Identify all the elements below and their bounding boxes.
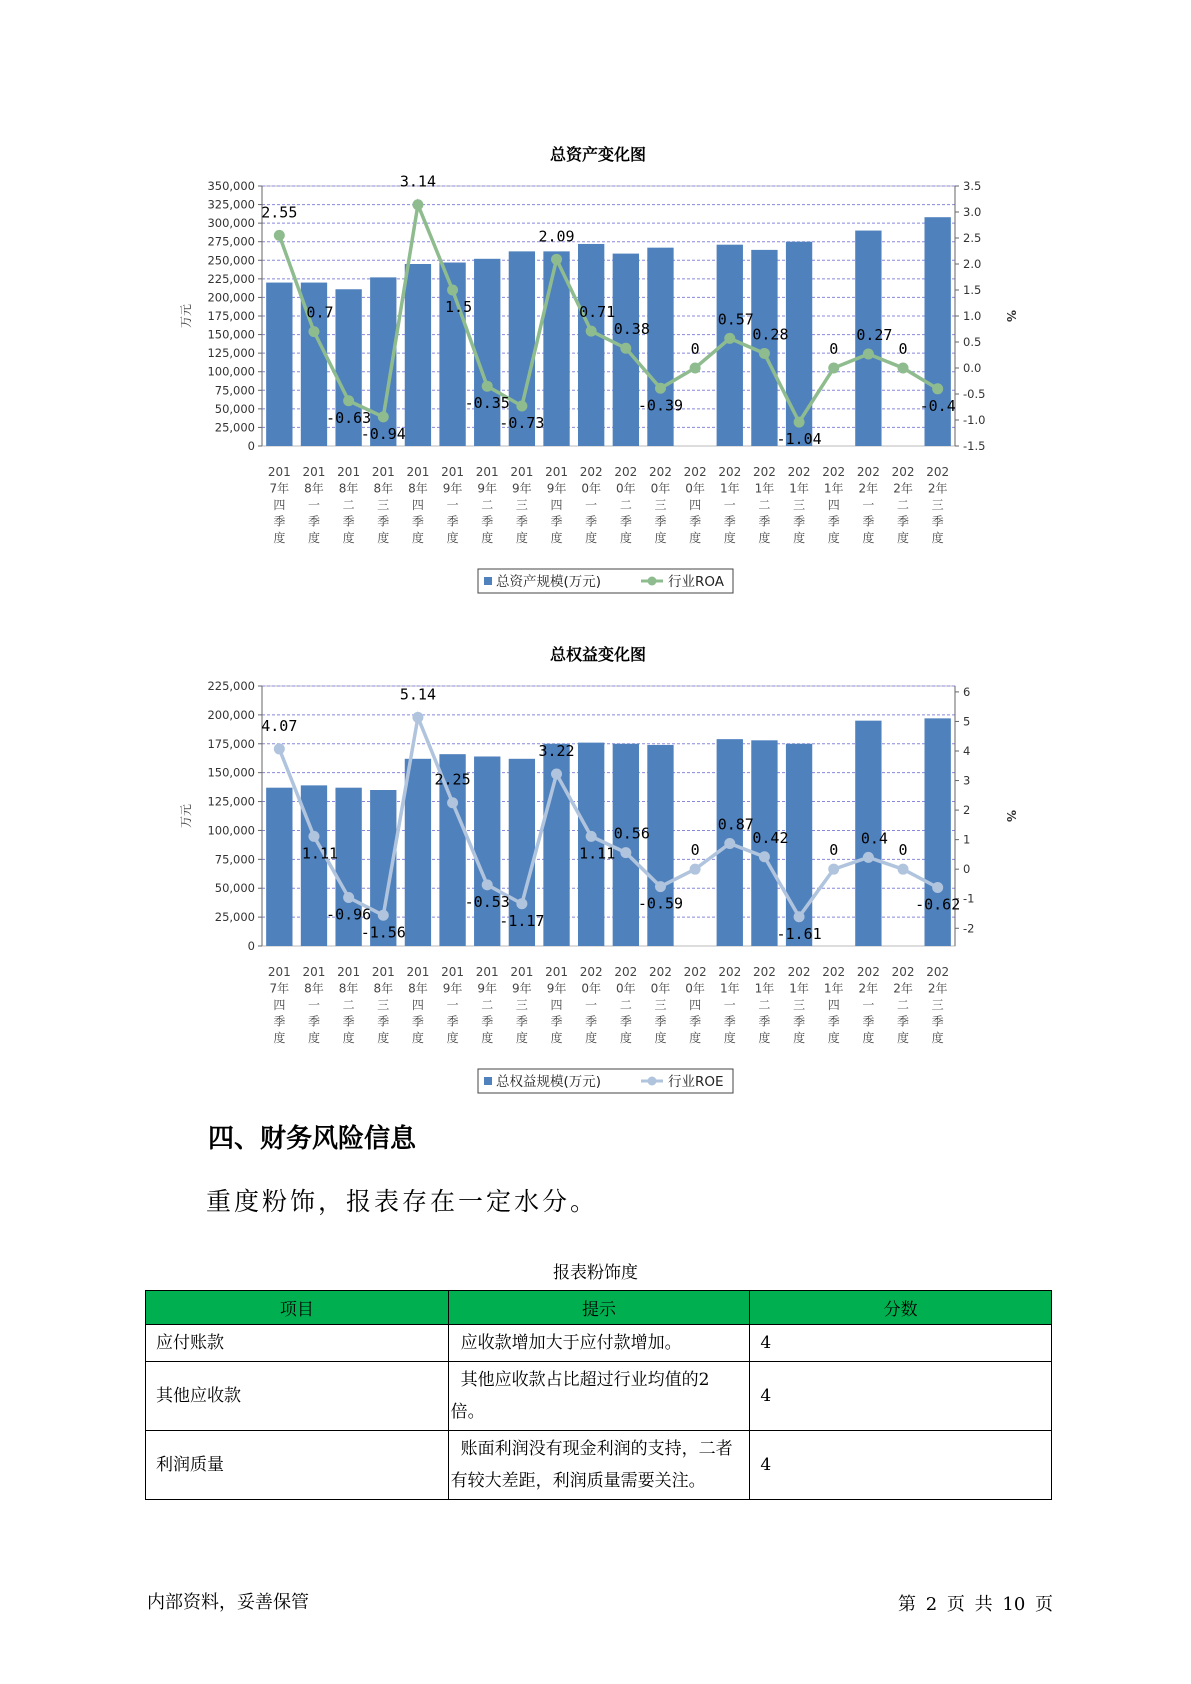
y-tick-label: 200,000 [207,707,255,722]
x-tick-label: 202 0年四季度 [683,965,707,1045]
legend-bar-swatch [484,1077,492,1085]
line-point [274,230,285,241]
bar [786,242,812,446]
total-equity-chart-svg [0,640,1191,1100]
y-tick-label: 150,000 [207,327,255,342]
y2-tick-label: -0.5 [963,387,986,401]
legend-bar-label: 总权益规模(万元) [496,1074,602,1090]
x-tick-label: 201 9年四季度 [545,465,568,545]
y-tick-label: 125,000 [207,794,255,809]
data-label: 0.56 [613,824,650,843]
header-hint: 提示 [448,1291,750,1325]
x-tick-label: 201 7年四季度 [267,465,291,545]
line-point [655,383,666,394]
line-point [412,712,423,723]
line-point [551,769,562,780]
x-tick-label: 201 9年三季度 [510,965,534,1045]
y-tick-label: 50,000 [214,401,255,416]
row-hint: 账面利润没有现金利润的支持，二者有较大差距，利润质量需要关注。 [448,1431,750,1500]
data-label: 1.11 [579,844,616,863]
x-tick-label: 201 8年一季度 [302,465,326,545]
x-tick-label: 202 1年三季度 [787,965,811,1045]
x-tick-label: 201 8年三季度 [371,465,395,545]
data-label: 3.14 [399,172,436,191]
y-tick-label: 150,000 [207,765,255,780]
x-tick-label: 202 1年四季度 [822,965,846,1045]
line-point [378,411,389,422]
data-label: 1.11 [301,844,339,863]
data-label: 2.55 [261,203,298,222]
line-point [898,363,909,374]
x-tick-label: 202 1年一季度 [718,965,742,1045]
table-row [146,1325,1052,1362]
y2-tick-label: 6 [963,684,971,699]
x-tick-label: 201 8年二季度 [337,965,361,1045]
line-point [308,831,319,842]
data-label: -0.63 [326,408,372,427]
x-tick-label: 201 9年四季度 [545,965,568,1045]
x-tick-label: 202 2年二季度 [891,965,915,1045]
line-point [724,838,735,849]
line-point [932,882,943,893]
data-label: 0 [690,841,700,860]
data-label: -1.56 [360,923,406,942]
data-label: 1.5 [445,298,473,316]
x-tick-label: 202 2年三季度 [926,965,950,1045]
data-label: 5.14 [399,685,436,704]
y2-tick-label: 1.5 [963,283,982,297]
footer-page-number: 第 2 页 共 10 页 [898,1594,1053,1615]
row-hint: 其他应收款占比超过行业均值的2倍。 [448,1362,750,1431]
line-point [482,879,493,890]
data-label: 2.25 [434,770,471,789]
data-label: -1.04 [776,430,822,449]
x-tick-label: 202 0年二季度 [614,465,638,545]
x-tick-label: 201 9年一季度 [441,465,465,545]
y-tick-label: 225,000 [207,679,255,693]
line-point [586,831,597,842]
x-tick-label: 201 8年四季度 [406,965,430,1045]
data-label: 0 [690,340,700,358]
y2-tick-label: -1.0 [963,413,986,427]
data-label: 0.27 [856,325,893,344]
x-tick-label: 202 0年一季度 [579,465,603,545]
chart-title: 总权益变化图 [549,645,647,664]
line-point [863,348,874,359]
x-tick-label: 201 9年二季度 [475,465,499,545]
x-tick-label: 202 0年二季度 [614,965,638,1045]
legend-line-marker [648,1077,657,1086]
bar [647,745,673,946]
x-tick-label: 202 0年一季度 [579,965,603,1045]
data-label: 0.7 [306,303,334,322]
line-point [794,911,805,922]
data-label: -1.17 [499,911,545,930]
y2-tick-label: 3 [963,773,971,788]
line-point [516,898,527,909]
total-assets-chart [0,140,1191,600]
line-point [690,864,701,875]
line-point [343,395,354,406]
row-score: 4 [750,1431,1052,1500]
legend-line-label: 行业ROE [668,1074,724,1090]
data-label: -0.94 [360,424,406,443]
x-tick-label: 201 7年四季度 [267,965,291,1045]
table-row [146,1431,1052,1500]
data-label: 0.4 [860,829,888,848]
line-point [620,343,631,354]
line-point [412,199,423,210]
y-tick-label: 325,000 [207,197,255,212]
y-tick-label: 125,000 [207,346,255,361]
data-label: -0.62 [915,895,961,914]
line-point [482,381,493,392]
y-tick-label: 100,000 [207,364,255,379]
y-tick-label: 0 [247,439,255,453]
data-label: 4.07 [261,716,298,735]
table-row [146,1362,1052,1431]
x-tick-label: 202 2年二季度 [891,465,915,545]
y2-tick-label: 4 [963,744,971,758]
risk-summary: 重度粉饰，报表存在一定水分。 [206,1187,599,1216]
data-label: -0.96 [326,905,372,924]
y-tick-label: 100,000 [207,823,255,838]
data-label: -0.35 [464,394,510,413]
y2-tick-label: 0.0 [963,361,982,375]
line-point [759,851,770,862]
line-point [898,864,909,875]
bar [474,259,500,446]
y2-tick-label: 5 [963,714,971,729]
legend-bar-label: 总资产规模(万元) [496,574,602,590]
y-tick-label: 250,000 [207,253,255,268]
header-item: 项目 [146,1291,449,1325]
data-label: 2.09 [538,227,575,246]
y2-tick-label: 0 [963,862,971,877]
y-tick-label: 175,000 [207,736,255,751]
data-label: 0.71 [579,303,616,322]
x-tick-label: 202 0年三季度 [649,965,672,1045]
x-tick-label: 201 8年四季度 [406,465,430,545]
x-tick-label: 201 8年一季度 [302,965,326,1045]
line-point [516,400,527,411]
data-label: -0.53 [464,892,510,911]
row-item: 应付账款 [146,1325,449,1362]
bar [613,744,639,946]
header-score: 分数 [750,1291,1052,1325]
legend-bar-swatch [484,577,492,585]
data-label: 0.57 [717,310,754,329]
data-label: 0 [898,841,908,860]
row-item: 其他应收款 [146,1362,449,1431]
line-point [759,348,770,359]
x-tick-label: 202 2年一季度 [856,965,880,1045]
x-tick-label: 202 1年四季度 [822,465,846,545]
footer-confidential-note: 内部资料，妥善保管 [147,1592,309,1613]
x-tick-label: 202 0年三季度 [649,465,672,545]
x-tick-label: 202 0年四季度 [683,465,707,545]
x-tick-label: 201 8年三季度 [371,965,395,1045]
line-point [447,285,458,296]
line-point [620,847,631,858]
line-point [863,852,874,863]
total-assets-chart-svg [0,140,1191,600]
data-label: -1.61 [776,924,822,943]
line-point [274,743,285,754]
line-point [794,417,805,428]
bar [405,264,431,446]
y-tick-label: 0 [247,939,255,953]
data-label: 0 [898,340,908,358]
y-tick-label: 275,000 [207,234,255,249]
y-tick-label: 175,000 [207,309,255,323]
y2-tick-label: 2.0 [963,257,982,271]
legend-line-label: 行业ROA [668,574,725,590]
row-score: 4 [750,1362,1052,1431]
y-tick-label: 350,000 [207,179,255,193]
y2-axis-label: % [1004,809,1018,823]
data-label: -0.59 [637,894,684,913]
y2-tick-label: 3.0 [963,205,982,219]
x-tick-label: 201 9年二季度 [475,965,499,1045]
x-tick-label: 201 9年一季度 [441,965,465,1045]
line-point [655,881,666,892]
y2-tick-label: 3.5 [963,179,982,193]
line-point [378,910,389,921]
bar [474,756,500,946]
line-point [828,864,839,875]
y-tick-label: 75,000 [214,852,255,867]
y-tick-label: 25,000 [214,910,255,925]
data-label: -0.4 [919,396,956,415]
y-tick-label: 300,000 [207,216,255,231]
table-header-row [146,1291,1052,1325]
data-label: 0.42 [752,828,789,847]
table-caption: 报表粉饰度 [553,1263,638,1283]
data-label: 0 [829,340,839,358]
y2-tick-label: 1.0 [963,309,982,323]
data-label: 0 [829,841,839,860]
bar [266,283,292,446]
bar [405,759,431,946]
x-tick-label: 202 1年一季度 [718,465,742,545]
data-label: 0.38 [613,320,650,339]
row-hint: 应收款增加大于应付款增加。 [448,1325,750,1362]
total-equity-chart [0,640,1191,1100]
legend-line-marker [648,577,657,586]
y-tick-label: 50,000 [214,881,255,896]
x-tick-label: 202 1年三季度 [787,465,811,545]
line-point [828,363,839,374]
line-point [551,254,562,265]
y-axis-label: 万元 [179,303,193,329]
line-point [308,326,319,337]
y-axis-label: 万元 [179,803,193,829]
y2-axis-label: % [1004,309,1018,323]
y2-tick-label: 2 [963,803,971,818]
y-tick-label: 200,000 [207,290,255,305]
x-tick-label: 202 2年一季度 [856,465,880,545]
y2-tick-label: 0.5 [963,335,982,349]
y-tick-label: 25,000 [214,420,255,435]
y-tick-label: 225,000 [207,271,255,286]
y2-tick-label: -1 [963,891,975,906]
row-score: 4 [750,1325,1052,1362]
x-tick-label: 202 1年二季度 [752,965,776,1045]
bar [647,248,673,446]
y2-tick-label: -2 [963,921,975,936]
y2-tick-label: 2.5 [963,231,982,245]
line-point [447,797,458,808]
data-label: -0.39 [637,396,684,415]
line-point [724,333,735,344]
bar [266,788,292,946]
data-label: 0.87 [717,815,754,834]
risk-table [145,1290,1052,1500]
y2-tick-label: 1 [963,832,971,847]
y-tick-label: 75,000 [214,383,255,398]
data-label: 0.28 [752,325,789,344]
chart-title: 总资产变化图 [549,145,647,164]
line-point [586,326,597,337]
x-tick-label: 201 8年二季度 [337,465,361,545]
x-tick-label: 202 2年三季度 [926,465,950,545]
line-point [343,892,354,903]
data-label: -0.73 [499,413,545,432]
section-heading: 四、财务风险信息 [208,1124,417,1154]
x-tick-label: 202 1年二季度 [752,465,776,545]
data-label: 3.22 [538,742,575,761]
x-tick-label: 201 9年三季度 [510,465,534,545]
bar [578,244,604,446]
row-item: 利润质量 [146,1431,449,1500]
y2-tick-label: -1.5 [963,439,986,453]
line-point [932,383,943,394]
line-point [690,363,701,374]
